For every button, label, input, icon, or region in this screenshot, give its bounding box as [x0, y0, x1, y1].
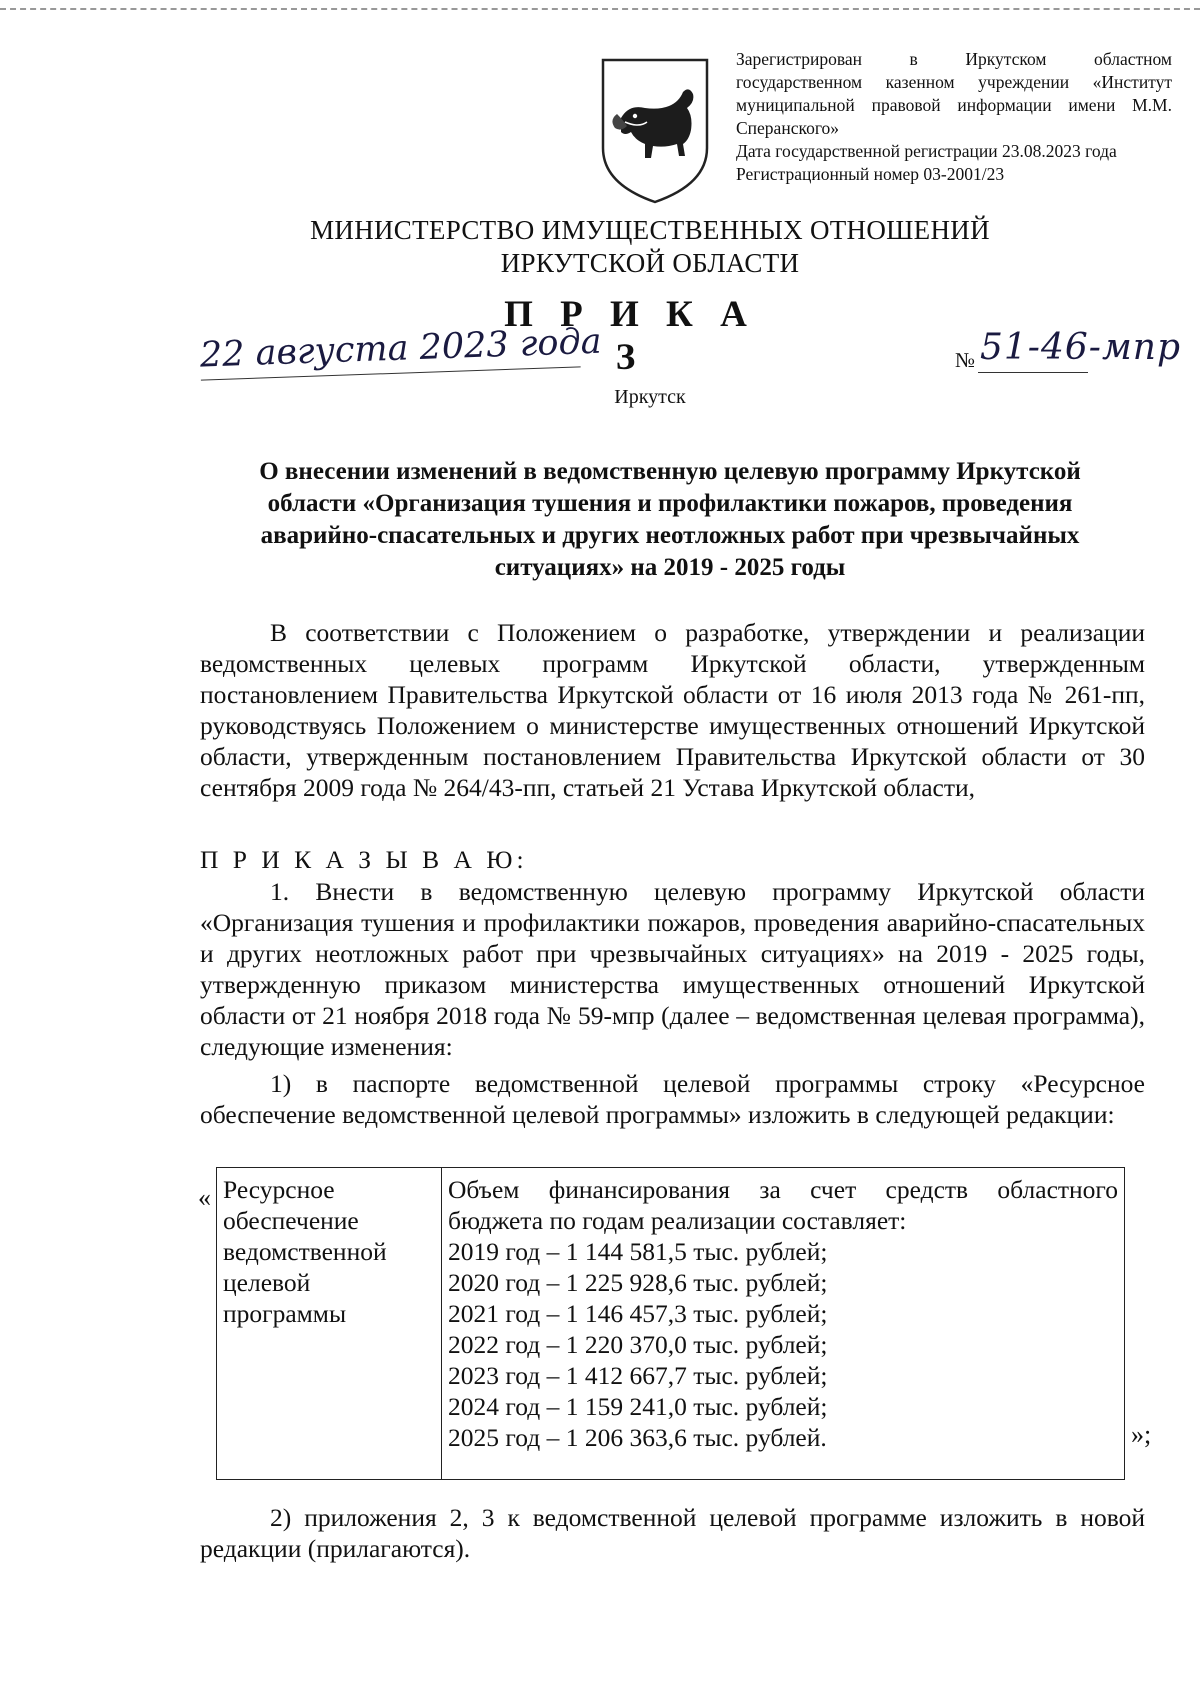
- resource-value-cell: [442, 1168, 1125, 1480]
- item-1-text: 1. Внести в ведомственную целевую программу Иркутской области «Организация тушения и профилактики пожаров, проведения аварийно-спасательных и других неотложных работ при чрезвычайных ситуациях» на 2019 - 2025 годы, утвержденную приказом министерства имущественных отношений Иркутской области от 21 ноября 2018 года № 59-мпр (далее – ведомственная целевая программа), следующие изменения:: [200, 877, 1145, 1061]
- number-underline: [978, 372, 1088, 373]
- resource-table-block: [198, 1167, 1163, 1483]
- preamble-text: В соответствии с Положением о разработке, утверждении и реализации ведомственных целевых программ Иркутской области, утвержденным постановлением Правительства Иркутской области от 16 июля 2013 года № 261-пп, руководствуясь Положением о министерстве имущественных отношений Иркутской области, утвержденным постановлением Правительства Иркутской области от 30 сентября 2009 года № 264/43-пп, статьей 21 Устава Иркутской области,: [200, 618, 1145, 802]
- table-row: [217, 1168, 1125, 1480]
- item-1-1: [200, 1068, 1145, 1130]
- quote-close: »;: [1131, 1420, 1152, 1449]
- scan-top-edge: [0, 8, 1200, 10]
- registration-stamp: [736, 48, 1172, 186]
- number-sign: №: [955, 348, 976, 372]
- ministry-name: МИНИСТЕРСТВО ИМУЩЕСТВЕННЫХ ОТНОШЕНИЙ: [310, 215, 990, 245]
- city: Иркутск: [614, 386, 686, 408]
- handwritten-date: 22 августа 2023 года: [199, 322, 580, 380]
- funding-year: 2024 год – 1 159 241,0 тыс. рублей;: [448, 1392, 828, 1421]
- funding-year: 2021 год – 1 146 457,3 тыс. рублей;: [448, 1299, 828, 1328]
- funding-intro: бюджета по годам реализации составляет:: [448, 1206, 907, 1235]
- title-line: аварийно-спасательных и других неотложных работ при чрезвычайных: [260, 522, 1080, 549]
- funding-year: 2025 год – 1 206 363,6 тыс. рублей.: [448, 1423, 827, 1452]
- label-line: программы: [223, 1299, 347, 1328]
- registration-line: Зарегистрирован в Иркутском областном государственном казенном учреждении «Институт муниципальной правовой информации имени М.М. Сперанского»: [736, 49, 1172, 138]
- quote-open: «: [198, 1183, 211, 1212]
- order-word: П Р И К А З Ы В А Ю:: [200, 845, 528, 874]
- handwritten-order-number: 51-46-мпр: [980, 327, 1182, 368]
- funding-year: 2019 год – 1 144 581,5 тыс. рублей;: [448, 1237, 828, 1266]
- item-1-2-text: 2) приложения 2, 3 к ведомственной целевой программе изложить в новой редакции (прилагаются).: [200, 1503, 1145, 1563]
- item-1: [200, 876, 1145, 1062]
- title-line: О внесении изменений в ведомственную целевую программу Иркутской: [259, 458, 1081, 485]
- label-line: ведомственной: [223, 1237, 387, 1266]
- label-line: целевой: [223, 1268, 311, 1297]
- ministry-heading: [200, 214, 1100, 280]
- label-line: обеспечение: [223, 1206, 359, 1235]
- label-line: Ресурсное: [223, 1175, 335, 1204]
- resource-table: [216, 1167, 1125, 1480]
- funding-year: 2020 год – 1 225 928,6 тыс. рублей;: [448, 1268, 828, 1297]
- title-line: области «Организация тушения и профилактики пожаров, проведения: [267, 490, 1073, 517]
- preamble: [200, 617, 1145, 803]
- irkutsk-coat-of-arms-icon: [599, 56, 711, 204]
- document-title: [200, 456, 1140, 584]
- document-type: П Р И К А З: [504, 294, 756, 378]
- registration-number: Регистрационный номер 03-2001/23: [736, 164, 1005, 184]
- resource-label-cell: [217, 1168, 442, 1480]
- funding-year: 2023 год – 1 412 667,7 тыс. рублей;: [448, 1361, 828, 1390]
- funding-year: 2022 год – 1 220 370,0 тыс. рублей;: [448, 1330, 828, 1359]
- ministry-region: ИРКУТСКОЙ ОБЛАСТИ: [500, 248, 800, 278]
- title-line: ситуациях» на 2019 - 2025 годы: [494, 554, 846, 581]
- registration-date: Дата государственной регистрации 23.08.2023 года: [736, 141, 1117, 161]
- funding-intro: Объем финансирования за счет средств областного: [448, 1175, 1118, 1204]
- item-1-1-text: 1) в паспорте ведомственной целевой программы строку «Ресурсное обеспечение ведомственной целевой программы» изложить в следующей редакции:: [200, 1069, 1145, 1129]
- item-1-2: [200, 1502, 1145, 1564]
